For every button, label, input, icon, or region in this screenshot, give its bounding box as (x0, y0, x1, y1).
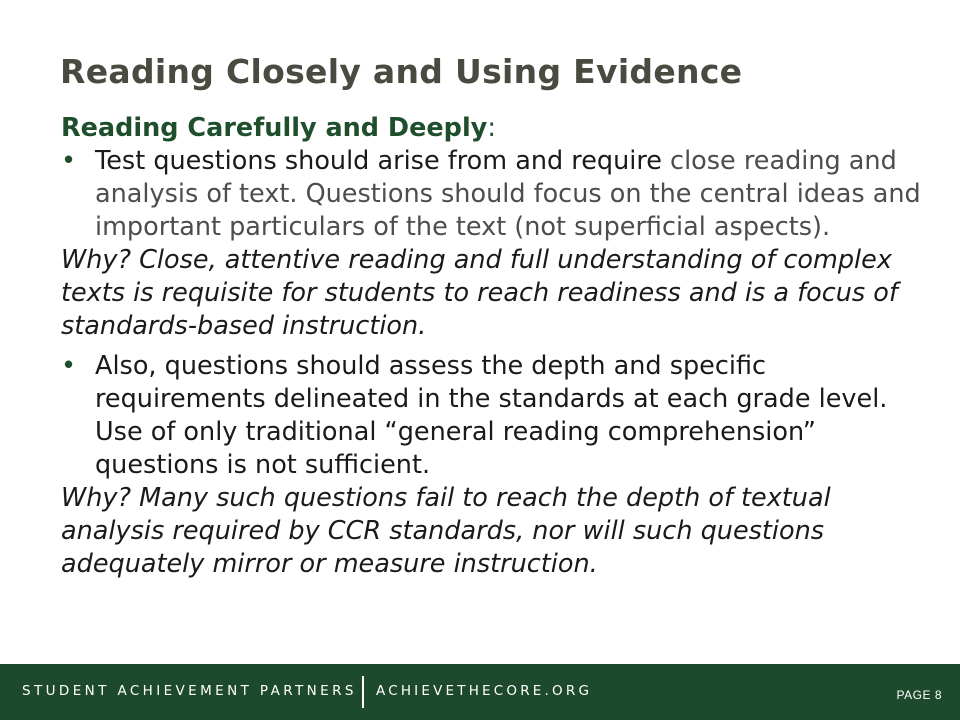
bullet-marker: • (61, 351, 77, 381)
section-heading-colon: : (487, 113, 496, 143)
bullet-2-text: Also, questions should assess the depth and specific requirements delineated in the standards at each grade level. Use of only traditional “general reading comprehension” questions is not sufficient. (95, 351, 888, 480)
spacer (61, 343, 921, 350)
footer-divider (362, 676, 364, 708)
bullet-item-1 (61, 145, 921, 244)
section-heading-text: Reading Carefully and Deeply (61, 113, 488, 143)
rationale-1: Why? Close, attentive reading and full understanding of complex texts is requisite for students to reach readiness and is a focus of standards-based instruction. (61, 245, 898, 341)
footer-organization: STUDENT ACHIEVEMENT PARTNERS (22, 683, 357, 699)
bullet-marker: • (61, 146, 77, 176)
bullet-1-rest-text: close reading and analysis of text. Questions should focus on the central ideas and important particulars of the text (not superficial aspects). (95, 146, 921, 242)
footer-bar (0, 664, 960, 720)
bullet-1-lead-text: Test questions should arise from and require (95, 146, 671, 176)
footer-website-link[interactable]: ACHIEVETHECORE.ORG (376, 683, 593, 699)
rationale-2: Why? Many such questions fail to reach the depth of textual analysis required by CCR standards, nor will such questions adequately mirror or measure instruction. (61, 483, 831, 579)
slide-content (61, 112, 921, 581)
page-number: PAGE 8 (896, 688, 942, 702)
slide-title: Reading Closely and Using Evidence (60, 52, 743, 91)
bullet-item-2 (61, 350, 921, 482)
section-heading (61, 112, 921, 145)
